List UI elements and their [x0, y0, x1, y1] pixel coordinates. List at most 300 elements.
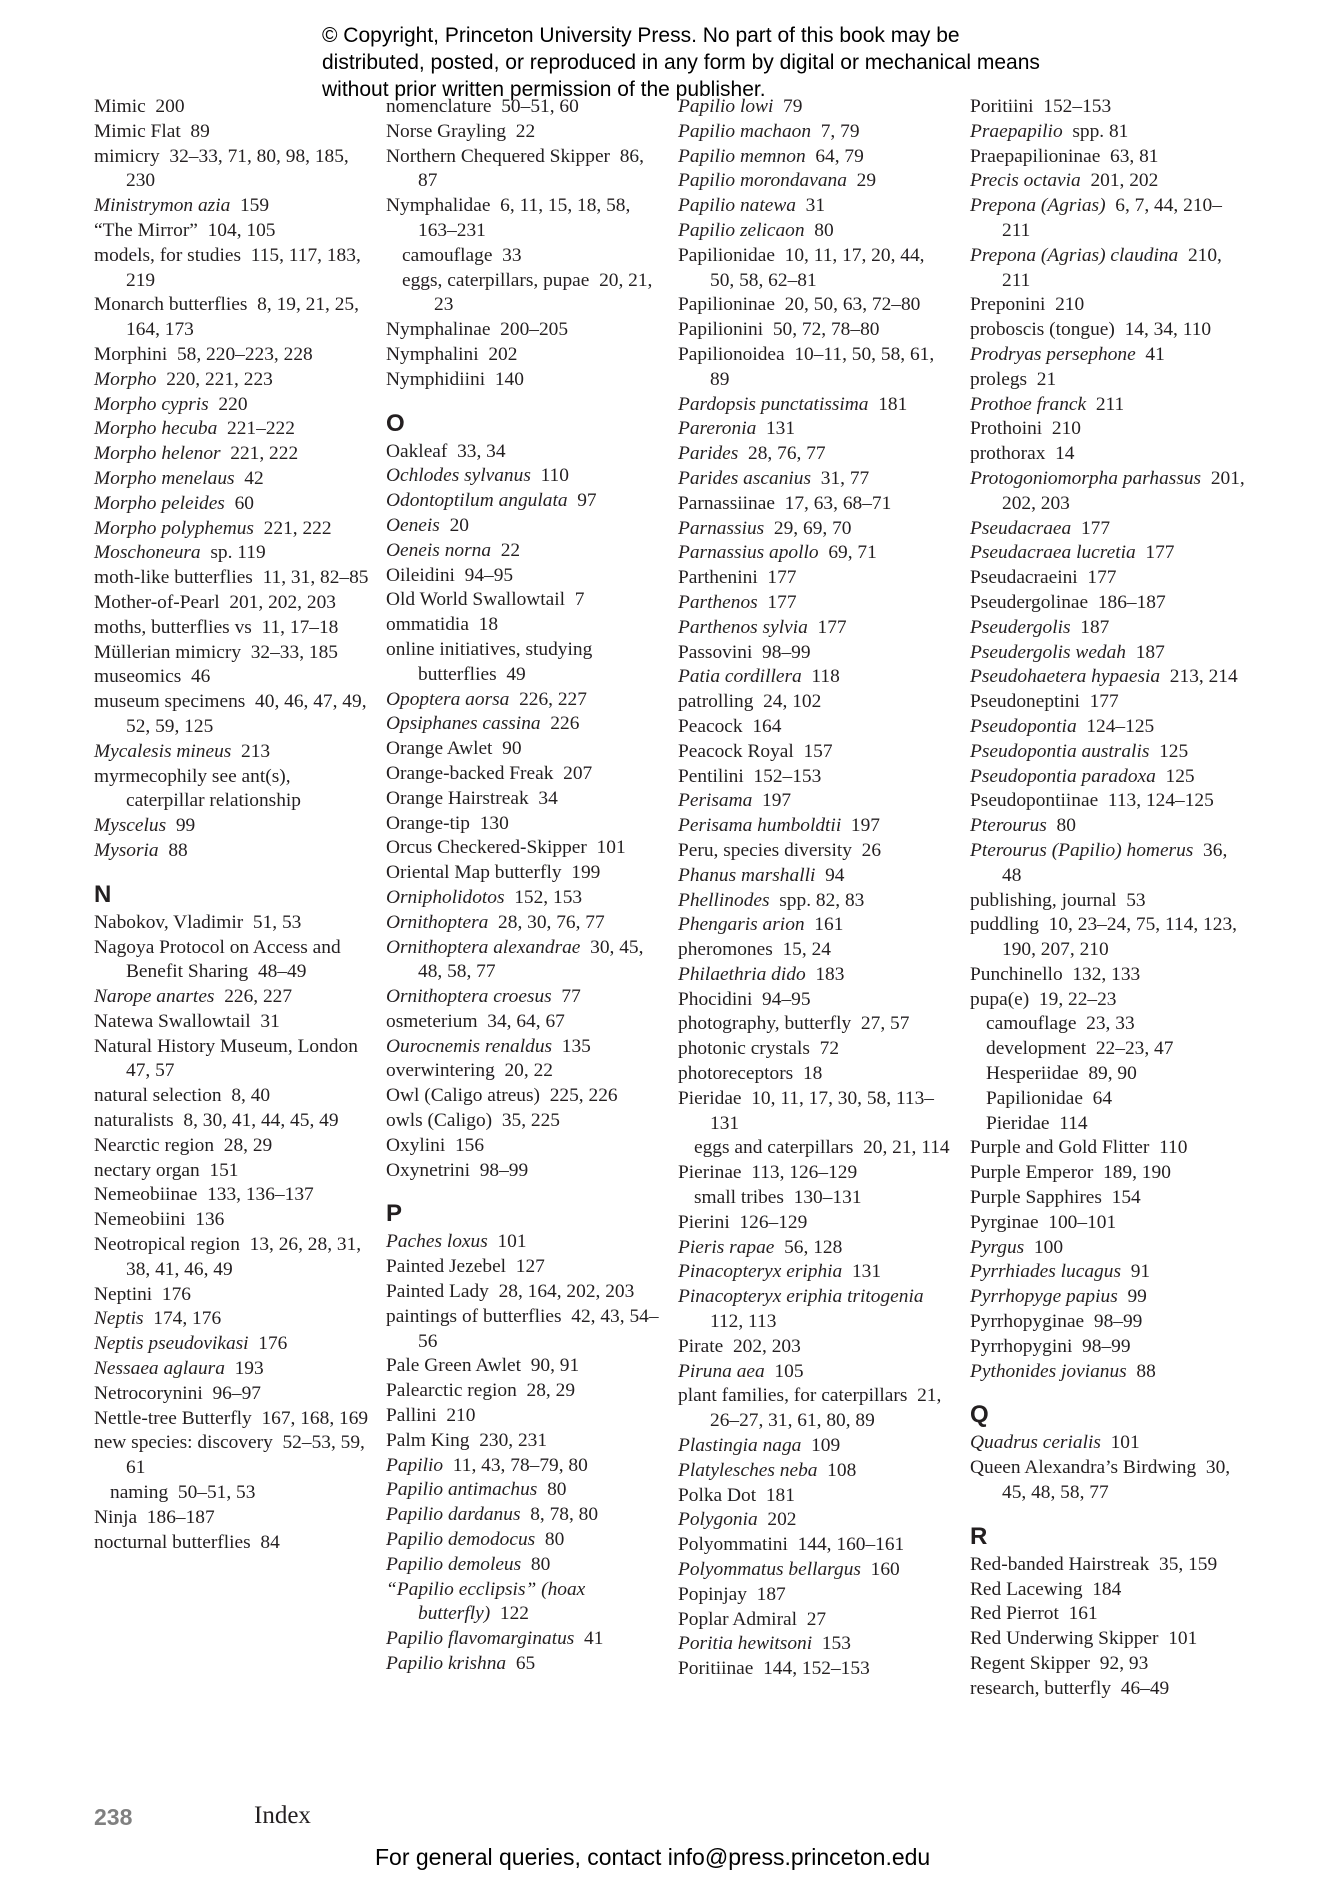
entry-term: Pseudopontiinae — [970, 790, 1099, 812]
index-entry — [386, 1010, 661, 1035]
entry-pages: 144, 152–153 — [763, 1658, 870, 1680]
entry-term: Painted Jezebel — [386, 1256, 507, 1278]
entry-pages: 21, 26–27, 31, 61, 80, 89 — [710, 1385, 942, 1432]
entry-pages: 112, 113 — [710, 1311, 777, 1333]
index-entry — [678, 442, 953, 467]
entry-pages: 80 — [530, 1553, 551, 1575]
index-entry — [678, 889, 953, 914]
entry-pages: 52–53, 59, 61 — [126, 1432, 365, 1479]
index-entry — [970, 293, 1245, 318]
entry-term: Pseudacraea — [970, 517, 1072, 539]
entry-term: Oakleaf — [386, 440, 448, 462]
entry-pages: 100–101 — [1048, 1211, 1117, 1233]
index-entry — [94, 616, 369, 641]
entry-pages: 92, 93 — [1099, 1653, 1149, 1675]
entry-pages: 21 — [1036, 368, 1057, 390]
entry-pages: 201, 202 — [1090, 170, 1159, 192]
index-entry — [94, 839, 369, 864]
entry-term: Orange-backed Freak — [386, 762, 554, 784]
entry-term: Oeneis norna — [386, 539, 492, 561]
entry-term: Papilio natewa — [678, 195, 796, 217]
entry-pages: 31, 77 — [820, 467, 870, 489]
index-entry — [970, 889, 1245, 914]
index-entry — [94, 1159, 369, 1184]
entry-term: moth-like butterflies — [94, 567, 253, 589]
entry-pages: 101 — [1168, 1628, 1198, 1650]
entry-term: nectary organ — [94, 1159, 200, 1181]
entry-pages: 187 — [1135, 641, 1165, 663]
index-entry — [678, 1558, 953, 1583]
entry-term: Painted Lady — [386, 1281, 489, 1303]
entry-pages: 197 — [850, 815, 880, 837]
entry-term: Red Lacewing — [970, 1578, 1083, 1600]
index-entry — [386, 1553, 661, 1578]
entry-pages: 53 — [1126, 889, 1146, 911]
entry-pages: 69, 71 — [828, 542, 877, 564]
index-entry — [970, 120, 1245, 145]
entry-term: Papilio lowi — [678, 96, 774, 117]
entry-term: Nymphalinae — [386, 319, 491, 341]
entry-pages: 226, 227 — [224, 986, 293, 1008]
index-entry — [386, 836, 661, 861]
index-entry — [386, 1354, 661, 1379]
index-entry — [970, 467, 1245, 517]
entry-term: Morpho cypris — [94, 393, 209, 415]
entry-term: Nabokov, Vladimir — [94, 911, 244, 933]
entry-term: pupa(e) — [970, 988, 1030, 1010]
entry-term: Pirate — [678, 1335, 724, 1357]
index-column-2 — [386, 95, 661, 1677]
entry-pages: 20 — [449, 514, 469, 536]
entry-pages: 213 — [241, 740, 271, 762]
entry-pages: 187 — [756, 1583, 786, 1605]
entry-term: Owl (Caligo atreus) — [386, 1085, 541, 1107]
index-entry — [970, 1310, 1245, 1335]
entry-pages: 98–99 — [1093, 1311, 1143, 1333]
entry-pages: 91 — [1130, 1261, 1151, 1283]
index-subentry — [678, 1136, 953, 1161]
entry-pages: 80 — [1056, 815, 1076, 837]
entry-pages: 161 — [814, 914, 844, 936]
index-entry — [970, 318, 1245, 343]
entry-term: Opoptera aorsa — [386, 688, 510, 710]
index-entry — [386, 1528, 661, 1553]
entry-term: Neptis — [94, 1308, 144, 1330]
entry-term: Nymphidiini — [386, 368, 486, 390]
index-column-4 — [970, 95, 1245, 1702]
index-entry — [386, 539, 661, 564]
entry-term: Pseudoneptini — [970, 691, 1080, 713]
entry-term: pheromones — [678, 939, 773, 961]
index-entry — [94, 1084, 369, 1109]
entry-term: Paches loxus — [386, 1231, 488, 1253]
index-entry — [94, 442, 369, 467]
entry-term: Red-banded Hairstreak — [970, 1553, 1150, 1575]
index-entry — [970, 343, 1245, 368]
entry-pages: 7 — [574, 589, 585, 611]
entry-pages: 86, 87 — [418, 145, 644, 192]
entry-pages: 20, 22 — [504, 1060, 553, 1082]
entry-term: publishing, journal — [970, 889, 1117, 911]
entry-pages: 94–95 — [762, 988, 811, 1010]
index-entry — [678, 219, 953, 244]
entry-pages: 152, 153 — [514, 886, 583, 908]
entry-term: Precis octavia — [970, 170, 1081, 192]
index-entry — [970, 95, 1245, 120]
entry-term: osmeterium — [386, 1010, 478, 1032]
entry-term: Müllerian mimicry — [94, 641, 242, 663]
index-entry — [970, 169, 1245, 194]
entry-term: small tribes — [694, 1187, 784, 1209]
entry-pages: 22–23, 47 — [1095, 1038, 1174, 1060]
index-entry — [94, 1134, 369, 1159]
entry-pages: 96–97 — [212, 1382, 261, 1404]
index-entry — [94, 1506, 369, 1531]
index-entry — [678, 665, 953, 690]
index-entry — [386, 861, 661, 886]
index-entry — [386, 1379, 661, 1404]
entry-pages: 177 — [1089, 691, 1119, 713]
entry-term: Red Underwing Skipper — [970, 1628, 1159, 1650]
index-entry — [970, 963, 1245, 988]
entry-pages: 100 — [1033, 1236, 1064, 1258]
entry-pages: 22 — [515, 120, 536, 142]
entry-term: Morphini — [94, 343, 168, 365]
entry-pages: 11, 43, 78–79, 80 — [452, 1454, 588, 1476]
index-entry — [386, 1652, 661, 1677]
entry-pages: 77 — [561, 986, 581, 1008]
entry-pages: 199 — [571, 862, 601, 884]
entry-term: Netrocorynini — [94, 1382, 203, 1404]
entry-term: Pierinae — [678, 1162, 742, 1184]
entry-term: Papilio antimachus — [386, 1479, 538, 1501]
entry-term: Papilionidae — [678, 244, 775, 266]
entry-term: Peacock Royal — [678, 740, 794, 762]
entry-pages: 135 — [561, 1035, 591, 1057]
entry-pages: 13, 26, 28, 31, 38, 41, 46, 49 — [126, 1234, 362, 1280]
index-entry — [678, 1360, 953, 1385]
entry-term: Queen Alexandra’s Birdwing — [970, 1457, 1197, 1479]
index-entry — [970, 1677, 1245, 1702]
entry-pages: 10, 11, 17, 20, 44, 50, 58, 62–81 — [710, 244, 925, 291]
entry-pages: 35, 225 — [501, 1110, 560, 1132]
entry-pages: 90, 91 — [530, 1355, 580, 1377]
index-column-1 — [94, 95, 369, 1555]
index-entry — [970, 641, 1245, 666]
entry-term: Neptis pseudovikasi — [94, 1333, 249, 1355]
index-entry — [970, 1652, 1245, 1677]
entry-term: Parnassiinae — [678, 492, 775, 514]
index-entry — [678, 1236, 953, 1261]
entry-pages: 183 — [815, 963, 845, 985]
entry-pages: 184 — [1092, 1578, 1122, 1600]
entry-pages: 35, 159 — [1159, 1553, 1218, 1575]
entry-term: Polyommatus bellargus — [678, 1559, 861, 1581]
entry-pages: 40, 46, 47, 49, 52, 59, 125 — [126, 691, 367, 737]
entry-term: Platylesches neba — [678, 1459, 818, 1481]
entry-term: Orange-tip — [386, 812, 470, 834]
entry-term: paintings of butterflies — [386, 1305, 562, 1327]
index-entry — [678, 1657, 953, 1682]
index-entry — [678, 1484, 953, 1509]
index-entry — [386, 688, 661, 713]
entry-pages: 226, 227 — [519, 688, 587, 710]
page-number: 238 — [94, 1804, 133, 1830]
entry-term: Parthenos sylvia — [678, 616, 808, 638]
index-entry — [970, 517, 1245, 542]
index-entry — [970, 1553, 1245, 1578]
index-entry — [94, 343, 369, 368]
index-entry — [94, 985, 369, 1010]
entry-pages: 14 — [1055, 443, 1075, 465]
entry-pages: 88 — [1136, 1360, 1156, 1382]
entry-pages: 46–49 — [1120, 1677, 1170, 1699]
index-entry — [678, 1384, 953, 1434]
index-entry — [94, 368, 369, 393]
index-entry — [678, 492, 953, 517]
entry-pages: 221, 222 — [263, 517, 332, 539]
entry-pages: 84 — [260, 1531, 280, 1553]
entry-pages: 98–99 — [1082, 1335, 1131, 1357]
entry-pages: 31 — [260, 1010, 280, 1032]
entry-term: Ornithoptera alexandrae — [386, 936, 581, 958]
index-entry — [678, 1161, 953, 1186]
entry-pages: 207 — [563, 762, 593, 784]
entry-term: Papilionidae — [986, 1087, 1083, 1109]
entry-pages: 31 — [805, 195, 826, 217]
entry-term: Narope anartes — [94, 986, 215, 1008]
entry-pages: 49 — [506, 663, 526, 685]
index-entry — [94, 541, 369, 566]
index-entry — [94, 293, 369, 343]
entry-pages: 46 — [190, 666, 211, 688]
index-entry — [386, 440, 661, 465]
entry-pages: 47, 57 — [126, 1060, 175, 1082]
index-entry — [970, 194, 1245, 244]
index-entry — [970, 839, 1245, 889]
index-entry — [970, 1260, 1245, 1285]
entry-pages: 18 — [478, 614, 499, 636]
index-entry — [678, 1335, 953, 1360]
entry-term: Ornithoptera — [386, 911, 489, 933]
index-entry — [386, 1627, 661, 1652]
entry-pages: 177 — [767, 567, 797, 589]
entry-term: Pierini — [678, 1211, 730, 1233]
index-entry — [678, 616, 953, 641]
entry-pages: 210, 211 — [1002, 244, 1222, 291]
index-entry — [678, 1012, 953, 1037]
index-entry — [678, 1062, 953, 1087]
entry-term: online initiatives, studying butterflies — [386, 638, 593, 685]
index-entry — [94, 1307, 369, 1332]
index-entry — [386, 812, 661, 837]
entry-term: “Papilio ecclipsis” (hoax butterfly) — [386, 1578, 586, 1625]
entry-term: Papilio machaon — [678, 120, 812, 142]
entry-pages: sp. 119 — [210, 542, 266, 564]
entry-pages: 176 — [258, 1333, 288, 1355]
entry-term: photoreceptors — [678, 1063, 794, 1085]
index-entry — [970, 1136, 1245, 1161]
index-entry — [386, 1255, 661, 1280]
entry-pages: 48–49 — [257, 961, 307, 983]
index-entry — [970, 1211, 1245, 1236]
entry-pages: 33 — [502, 244, 522, 266]
entry-pages: 56, 128 — [784, 1236, 843, 1258]
index-subentry — [970, 1037, 1245, 1062]
entry-pages: 152–153 — [753, 765, 822, 787]
index-entry — [970, 988, 1245, 1013]
index-entry — [970, 1335, 1245, 1360]
entry-term: Natewa Swallowtail — [94, 1010, 251, 1032]
index-entry — [678, 740, 953, 765]
index-entry — [678, 1608, 953, 1633]
index-entry — [678, 591, 953, 616]
index-entry — [386, 712, 661, 737]
entry-term: Northern Chequered Skipper — [386, 145, 611, 167]
index-entry — [94, 936, 369, 986]
index-entry — [386, 1109, 661, 1134]
entry-pages: 105 — [774, 1360, 804, 1382]
entry-pages: 230, 231 — [479, 1429, 548, 1451]
entry-pages: 80 — [814, 219, 834, 241]
entry-term: Poplar Admiral — [678, 1608, 798, 1630]
entry-term: Parides — [678, 443, 739, 465]
entry-term: Morpho peleides — [94, 492, 225, 514]
index-entry — [386, 1059, 661, 1084]
index-entry — [678, 765, 953, 790]
entry-pages: 201, 202, 203 — [229, 591, 336, 613]
index-entry — [970, 1186, 1245, 1211]
entry-pages: 113, 124–125 — [1107, 790, 1214, 812]
entry-pages: 99 — [175, 815, 196, 837]
entry-term: Prodryas persephone — [970, 343, 1136, 365]
entry-term: Morpho helenor — [94, 443, 221, 465]
entry-term: Papilioninae — [678, 294, 775, 316]
entry-pages: 60 — [234, 492, 254, 514]
entry-pages: 161 — [1068, 1603, 1098, 1625]
entry-pages: 99 — [1127, 1286, 1147, 1308]
index-entry — [970, 1602, 1245, 1627]
entry-term: Prothoini — [970, 418, 1043, 440]
index-entry — [94, 1332, 369, 1357]
index-entry — [94, 1382, 369, 1407]
index-entry — [386, 1478, 661, 1503]
entry-pages: 177 — [817, 616, 847, 638]
entry-pages: 80 — [544, 1529, 565, 1551]
entry-term: Ninja — [94, 1506, 138, 1528]
entry-pages: 101 — [1110, 1432, 1140, 1454]
entry-term: Philaethria dido — [678, 963, 806, 985]
entry-term: Pseudopontia paradoxa — [970, 765, 1156, 787]
entry-term: Prepona (Agrias) claudina — [970, 244, 1179, 266]
entry-term: Pseudergolis — [970, 616, 1071, 638]
entry-pages: 210 — [446, 1405, 476, 1427]
entry-term: prothorax — [970, 443, 1046, 465]
index-entry — [970, 1578, 1245, 1603]
entry-pages: 177 — [1087, 567, 1117, 589]
entry-pages: 42 — [244, 467, 264, 489]
entry-pages: 157 — [803, 740, 833, 762]
entry-term: Pseudacraea lucretia — [970, 542, 1136, 564]
entry-term: Ornithoptera croesus — [386, 986, 552, 1008]
index-entry — [970, 1161, 1245, 1186]
entry-term: Pseudohaetera hypaesia — [970, 666, 1161, 688]
entry-pages: 176 — [161, 1283, 191, 1305]
index-entry — [386, 489, 661, 514]
entry-term: Passovini — [678, 641, 753, 663]
entry-pages: 109 — [811, 1435, 841, 1457]
index-subentry — [970, 1112, 1245, 1137]
entry-term: Prepona (Agrias) — [970, 195, 1106, 217]
entry-term: Papilio memnon — [678, 145, 806, 167]
entry-term: natural selection — [94, 1085, 222, 1107]
index-entry — [386, 1134, 661, 1159]
entry-term: Pyrrhiades lucagus — [970, 1261, 1121, 1283]
index-entry — [678, 814, 953, 839]
index-entry — [386, 368, 661, 393]
index-entry — [386, 194, 661, 244]
entry-term: camouflage — [402, 244, 493, 266]
index-entry — [94, 467, 369, 492]
contact-footer: For general queries, contact info@press.princeton.edu — [375, 1844, 931, 1870]
entry-term: museum specimens — [94, 691, 246, 713]
entry-pages: 30, 45, 48, 58, 77 — [418, 936, 644, 983]
entry-term: Monarch butterflies — [94, 294, 248, 316]
entry-pages: 181 — [878, 393, 908, 415]
section-letter: Q — [970, 1401, 989, 1429]
entry-pages: 200 — [155, 96, 185, 117]
entry-term: Myscelus — [94, 815, 167, 837]
entry-term: Pseudergolis wedah — [970, 641, 1127, 663]
section-letter: R — [970, 1522, 988, 1550]
entry-term: Peacock — [678, 715, 743, 737]
entry-pages: 34 — [538, 787, 558, 809]
entry-pages: spp. 82, 83 — [779, 889, 865, 911]
entry-pages: 130 — [479, 812, 509, 834]
entry-term: Protogoniomorpha parhassus — [970, 467, 1202, 489]
entry-term: patrolling — [678, 691, 754, 713]
entry-term: Old World Swallowtail — [386, 589, 566, 611]
entry-pages: 10, 11, 17, 30, 58, 113–131 — [710, 1087, 935, 1134]
entry-pages: 156 — [454, 1134, 485, 1156]
entry-pages: 197 — [762, 790, 792, 812]
index-entry — [94, 1035, 369, 1085]
entry-pages: 11, 31, 82–85 — [262, 567, 369, 589]
index-entry — [94, 1208, 369, 1233]
entry-term: Natural History Museum, London — [94, 1035, 358, 1057]
index-entry — [94, 740, 369, 765]
index-entry — [94, 591, 369, 616]
entry-pages: 27, 57 — [860, 1013, 910, 1035]
entry-term: Pinacopteryx eriphia tritogenia — [678, 1286, 924, 1308]
index-entry — [678, 913, 953, 938]
entry-pages: 89 — [190, 120, 210, 142]
entry-pages: 6, 7, 44, 210–211 — [1002, 195, 1222, 241]
entry-term: Pterourus — [970, 815, 1047, 837]
entry-pages: 24, 102 — [763, 691, 822, 713]
entry-pages: 22 — [500, 539, 521, 561]
entry-pages: 136 — [195, 1209, 225, 1231]
index-entry — [678, 293, 953, 318]
entry-term: Quadrus cerialis — [970, 1432, 1101, 1454]
entry-pages: 10, 23–24, 75, 114, 123, 190, 207, 210 — [1002, 914, 1237, 961]
index-entry — [970, 368, 1245, 393]
entry-term: models, for studies — [94, 244, 242, 266]
index-entry — [386, 1035, 661, 1060]
entry-term: Papilio zelicaon — [678, 219, 805, 241]
index-entry — [94, 120, 369, 145]
entry-pages: 29 — [856, 170, 877, 192]
